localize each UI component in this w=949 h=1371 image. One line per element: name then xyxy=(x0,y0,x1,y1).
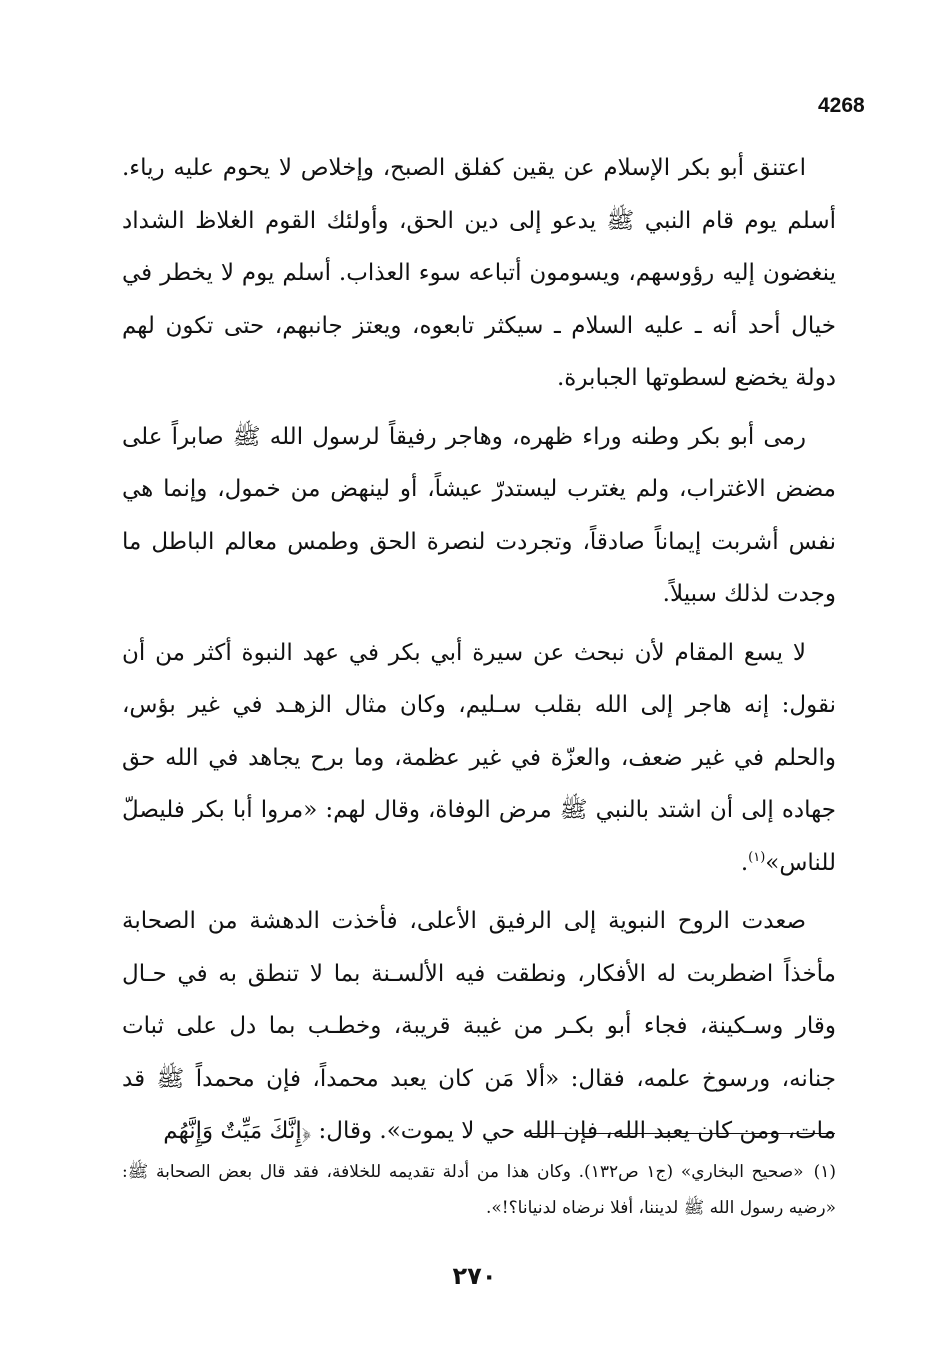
footnote-text: «صحيح البخاري» (ج١ ص١٣٢). وكان هذا من أدلة تقديمه للخلافة، فقد قال بعض الصحابة ﷺ: «رضيه رسول الله ﷺ لديننا، أفلا نرضاه لدنيانا؟!». xyxy=(122,1162,836,1218)
footnote-reference: (١) xyxy=(748,849,766,865)
footnote xyxy=(122,1154,836,1226)
paragraph-3: لا يسع المقام لأن نبحث عن سيرة أبي بكر في عهد النبوة أكثر من أن نقول: إنه هاجر إلى الله بقلب سـليم، وكان مثال الزهـد في غير بؤس، والحلم في غير ضعف، والعزّة في غير عظمة، وما برح يجاهد في الله حق جهاده إلى أن اشتد بالنبي ﷺ مرض الوفاة، وقال لهم: «مروا أبا بكر فليصلّ للناس»$^{(١)}$. xyxy=(122,639,836,876)
body-text xyxy=(122,142,836,1158)
page-number: ٢٧٠ xyxy=(452,1262,497,1290)
paragraph-3-text: لا يسع المقام لأن نبحث عن سيرة أبي بكر في عهد النبوة أكثر من أن نقول: إنه هاجر إلى الله بقلب سـليم، وكان مثال الزهـد في غير بؤس، والحلم في غير ضعف، والعزّة في غير عظمة، وما برح يجاهد في الله حق جهاده إلى أن اشتد بالنبي ﷺ مرض الوفاة، وقال لهم: «مروا أبا بكر فليصلّ للناس» xyxy=(122,639,836,876)
page-id-number: 4268 xyxy=(818,94,865,117)
paragraph-2: رمى أبو بكر وطنه وراء ظهره، وهاجر رفيقاً لرسول الله ﷺ صابراً على مضض الاغتراب، ولم يغترب ليستدرّ عيشاً، أو لينهض من خمول، وإنما هي نفس أشربت إيماناً صادقاً، وتجردت لنصرة الحق وطمس معالم الباطل ما وجدت لذلك سبيلاً. xyxy=(122,423,836,607)
footnote-number: (١) xyxy=(813,1162,836,1182)
footnote-divider xyxy=(530,1133,835,1134)
paragraph-4: صعدت الروح النبوية إلى الرفيق الأعلى، فأخذت الدهشة من الصحابة مأخذاً اضطربت له الأفكار، ونطقت فيه الألسـنة بما لا تنطق به في حـال وقار وسـكينة، فجاء أبو بكـر من غيبة قريبة، وخطـب بما دل على ثبات جنانه، ورسوخ علمه، فقال: «ألا مَن كان يعبد محمداً، فإن محمداً ﷺ قد مات، ومن كان يعبد الله، فإن الله حي لا يموت». وقال: ﴿إِنَّكَ مَيِّتٌ وَإِنَّهُم xyxy=(122,908,836,1144)
paragraph-1: اعتنق أبو بكر الإسلام عن يقين كفلق الصبح، وإخلاص لا يحوم عليه رياء. أسلم يوم قام النبي ﷺ يدعو إلى دين الحق، وأولئك القوم الغلاظ الشداد ينغضون إليه رؤوسهم، ويسومون أتباعه سوء العذاب. أسلم يوم لا يخطر في خيال أحد أنه ـ عليه السلام ـ سيكثر تابعوه، ويعتز جانبهم، حتى تكون لهم دولة يخضع لسطوتها الجبابرة. xyxy=(122,155,836,391)
